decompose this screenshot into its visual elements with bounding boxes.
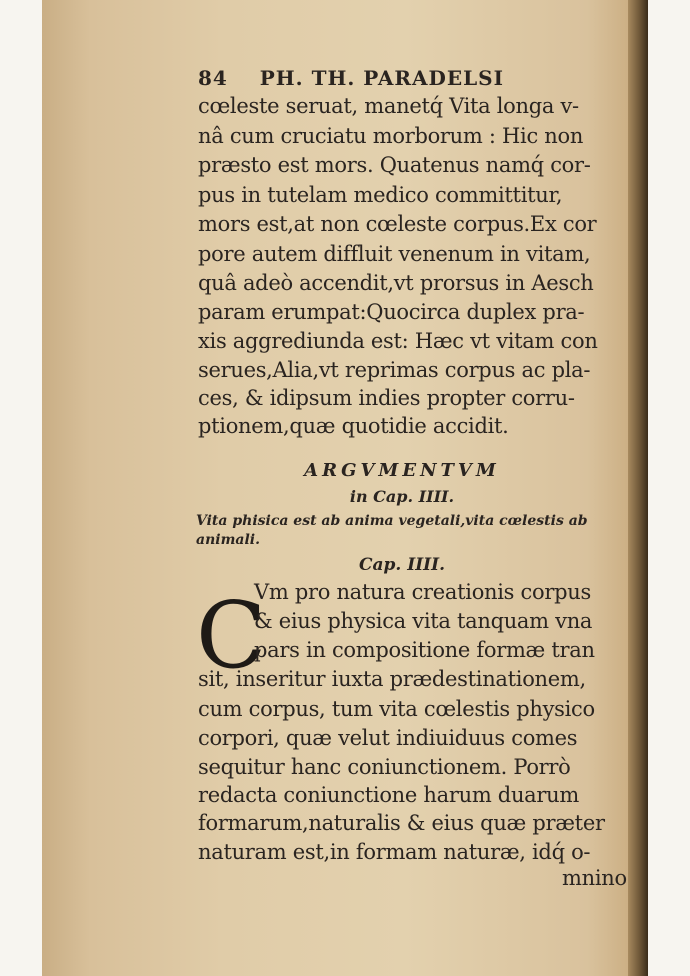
text-line: sit, inseritur iuxta prædestinationem, — [198, 667, 586, 691]
drop-cap: C — [196, 582, 267, 689]
text-line: ptionem,quæ quotidie accidit. — [198, 414, 509, 438]
text-line: pars in compositione formæ tran — [254, 638, 595, 662]
text-line: præsto est mors. Quatenus namq́ cor- — [198, 153, 591, 177]
text-line: corpori, quæ velut indiuiduus comes — [198, 726, 578, 750]
text-line: sequitur hanc coniunctionem. Porrò — [198, 755, 571, 779]
text-line: pus in tutelam medico committitur, — [198, 183, 563, 207]
text-line: quâ adeò accendit,vt prorsus in Aesch — [198, 271, 594, 295]
text-line: xis aggrediunda est: Hæc vt vitam con — [198, 329, 598, 353]
argument-summary-line: Vita phisica est ab anima vegetali,vita cœlestis ab — [196, 513, 588, 529]
argument-heading: ARGVMENTVM — [304, 460, 500, 481]
text-line: cum corpus, tum vita cœlestis physico — [198, 697, 595, 721]
text-line: cœleste seruat, manetq́ Vita longa v- — [198, 94, 579, 118]
scan-margin-right — [648, 0, 690, 976]
page-number: 84 — [198, 66, 228, 90]
text-line: formarum,naturalis & eius quæ præter — [198, 811, 605, 835]
text-line: nâ cum cruciatu morborum : Hic non — [198, 124, 584, 148]
chapter-heading: Cap. IIII. — [359, 555, 445, 575]
text-line: serues,Alia,vt reprimas corpus ac pla- — [198, 358, 591, 382]
text-line: redacta coniunctione harum duarum — [198, 783, 579, 807]
text-line: & eius physica vita tanquam vna — [254, 609, 593, 633]
scan-margin-left — [0, 0, 42, 976]
text-line: Vm pro natura creationis corpus — [254, 580, 591, 604]
running-head — [198, 66, 504, 90]
argument-subheading: in Cap. IIII. — [349, 487, 455, 506]
text-line: param erumpat:Quocirca duplex pra- — [198, 300, 585, 324]
running-title: PH. TH. PARADELSI — [259, 66, 504, 90]
text-line: pore autem diffluit venenum in vitam, — [198, 242, 591, 266]
text-line: mors est,at non cœleste corpus.Ex cor — [198, 212, 597, 236]
catchword: mnino — [562, 866, 627, 890]
paper-leaf — [42, 0, 648, 976]
binding-gutter — [628, 0, 648, 976]
argument-summary-line: animali. — [196, 532, 260, 548]
text-line: naturam est,in formam naturæ, idq́ o- — [198, 840, 591, 864]
text-line: ces, & idipsum indies propter corru- — [198, 386, 575, 410]
